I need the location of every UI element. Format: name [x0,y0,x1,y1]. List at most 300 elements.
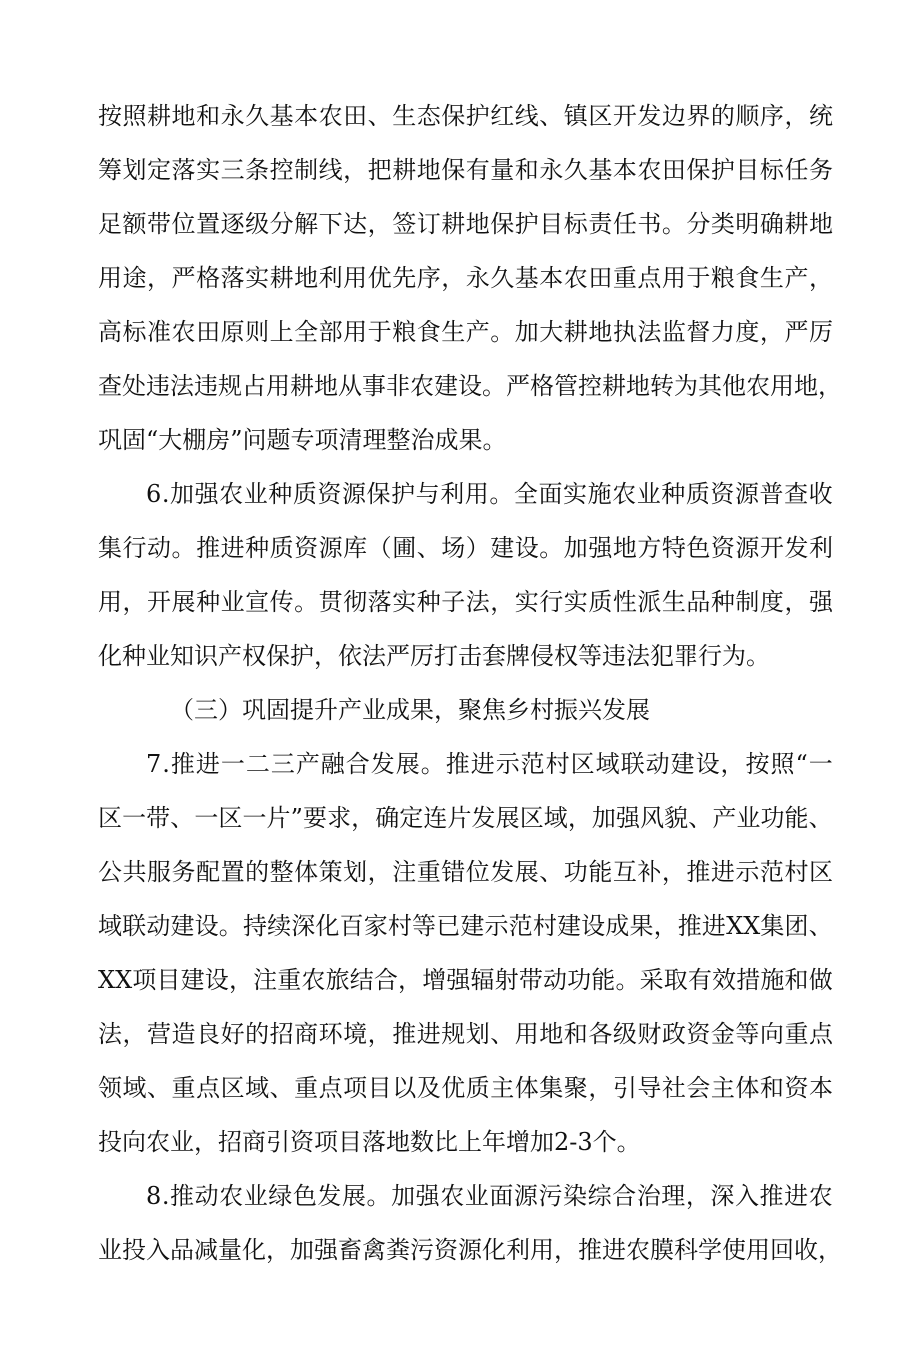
char-glyph: 设 [514,534,539,562]
char-glyph: 建 [170,912,195,940]
char-glyph: 商 [294,1020,319,1048]
char-glyph: 点 [318,1074,343,1102]
char-glyph: 下 [318,210,343,238]
char-glyph: 食 [416,318,441,346]
char-glyph: 农 [171,318,196,346]
char-glyph: 源 [458,1236,482,1264]
char-glyph: 。 [420,750,445,778]
char-glyph: 点 [808,1020,833,1048]
char-glyph: 取 [663,966,688,994]
char-glyph: 特 [661,534,686,562]
char-glyph: 造 [171,1020,196,1048]
char-glyph: 会 [686,1074,711,1102]
char-glyph: 开 [147,588,172,616]
char-glyph: 能 [784,804,809,832]
char-glyph: ， [808,264,833,292]
char-glyph: 推 [686,858,711,886]
char-glyph: 金 [710,1020,735,1048]
char-glyph: 。 [482,372,506,400]
char-glyph: 原 [220,318,245,346]
text-line [98,960,833,1014]
char-glyph: 大 [539,318,564,346]
char-glyph: 二 [245,750,270,778]
char-glyph: 、 [147,1074,172,1102]
char-glyph: 结 [349,966,374,994]
char-glyph: 格 [196,264,221,292]
char-glyph: 基 [269,102,294,130]
char-glyph: 团 [784,912,809,940]
char-glyph: 业 [220,588,245,616]
char-glyph: 久 [563,156,588,184]
char-glyph: 耕 [392,156,417,184]
char-glyph: 绿 [268,1182,293,1210]
char-glyph: 用 [343,318,368,346]
char-glyph: 8 [146,1182,162,1210]
char-glyph: 设 [458,372,482,400]
char-glyph: 保 [490,210,515,238]
char-glyph: ， [588,1074,613,1102]
char-glyph: 动 [146,912,171,940]
char-glyph: 推 [170,750,195,778]
char-glyph: 的 [710,102,735,130]
char-glyph: 减 [194,1236,218,1264]
char-glyph: ， [266,1236,290,1264]
char-glyph: 发 [490,858,515,886]
char-glyph: 域 [543,804,568,832]
char-glyph: 置 [196,210,221,238]
char-glyph: 订 [416,210,441,238]
char-glyph: 农 [318,102,343,130]
char-glyph: 统 [808,102,833,130]
char-glyph: 强 [616,804,640,832]
char-glyph: 传 [269,588,294,616]
char-glyph: 加 [391,1182,416,1210]
text-line: 巩固“大棚房”问题专项清理整治成果。 [98,426,507,454]
char-glyph: 执 [612,318,637,346]
char-glyph: 分 [686,210,711,238]
char-glyph: ， [228,966,253,994]
char-glyph: 及 [416,1074,441,1102]
char-glyph: 和 [759,1074,784,1102]
char-glyph: 用 [98,264,122,292]
char-glyph: 级 [245,210,270,238]
char-glyph: ， [367,858,392,886]
char-glyph: 耕 [441,210,466,238]
char-glyph: 照 [122,102,147,130]
char-glyph: 品 [170,1236,194,1264]
text-line [98,852,833,906]
char-glyph: ， [398,966,423,994]
char-glyph: 注 [253,966,278,994]
char-glyph: 度 [735,318,760,346]
char-glyph: 资 [710,534,735,562]
text-line: 投向农业，招商引资项目落地数比上年增加2-3个。 [98,1128,641,1156]
char-glyph: 风 [640,804,665,832]
char-glyph: 、 [808,912,833,940]
char-glyph: 重 [277,966,302,994]
char-glyph: ， [784,102,809,130]
char-glyph: 界 [686,102,711,130]
char-glyph: 为 [674,372,698,400]
char-glyph: 有 [687,966,712,994]
char-glyph: 序 [759,102,784,130]
char-glyph: 资 [710,480,735,508]
char-glyph: 农 [410,372,434,400]
char-glyph: 主 [710,1074,735,1102]
char-glyph: 进 [710,858,735,886]
char-glyph: 化 [482,1236,506,1264]
char-glyph: 度 [759,588,784,616]
char-glyph: 进 [416,1020,441,1048]
char-glyph: 实 [245,264,270,292]
char-glyph: 保 [686,156,711,184]
char-glyph: 久 [490,264,515,292]
char-glyph: 进 [784,1182,809,1210]
char-glyph: 田 [661,156,686,184]
char-glyph: 目 [367,1074,392,1102]
char-glyph: 严 [784,318,809,346]
char-glyph: 。 [661,210,686,238]
char-glyph: 和 [196,102,221,130]
char-glyph: 量 [490,156,515,184]
char-glyph: 业 [243,480,268,508]
char-glyph: 、 [170,804,195,832]
char-glyph: 派 [637,588,662,616]
char-glyph: 法 [98,1020,122,1048]
char-glyph: 禽 [362,1236,386,1264]
char-glyph: 用 [530,1236,554,1264]
char-glyph: 护 [391,480,416,508]
char-glyph: 发 [317,1182,342,1210]
char-glyph: 地 [808,210,833,238]
char-glyph: 集 [760,912,785,940]
char-glyph: ， [784,588,809,616]
char-glyph: 利 [506,1236,530,1264]
char-glyph: 范 [759,858,784,886]
char-glyph: 实 [514,588,539,616]
char-glyph: 确 [759,210,784,238]
char-glyph: 集 [539,1074,564,1102]
char-glyph: ， [147,264,172,292]
char-glyph: 地 [612,534,637,562]
char-glyph: . [161,1182,170,1210]
char-glyph: 边 [661,102,686,130]
char-glyph: 控 [269,156,294,184]
char-glyph: 染 [563,1182,588,1210]
char-glyph: 百 [339,912,364,940]
char-glyph: 标 [122,318,147,346]
char-glyph: 地 [171,102,196,130]
char-glyph: 、 [490,1020,515,1048]
char-glyph: 污 [538,1182,563,1210]
char-glyph: 优 [367,264,392,292]
char-glyph: 区 [218,804,243,832]
char-glyph: 行 [122,534,147,562]
char-glyph: 以 [392,1074,417,1102]
char-glyph: （ [367,534,392,562]
char-glyph: 转 [650,372,674,400]
char-glyph: 集 [98,534,122,562]
char-glyph: 。 [490,318,515,346]
char-glyph: 利 [440,480,465,508]
char-glyph: 粮 [392,318,417,346]
char-glyph: 额 [122,210,147,238]
char-glyph: 展 [171,588,196,616]
char-glyph: 强 [446,966,471,994]
char-glyph: 合 [345,750,370,778]
char-glyph: 果 [629,912,654,940]
char-glyph: 科 [674,1236,698,1264]
char-glyph: 推 [196,534,221,562]
char-glyph: 置 [220,858,245,886]
char-glyph: 于 [367,318,392,346]
char-glyph: 村 [784,858,809,886]
char-glyph: 农 [637,156,662,184]
char-glyph: 确 [375,804,400,832]
char-glyph: 片 [266,804,291,832]
char-glyph: 家 [363,912,388,940]
char-glyph: 收 [808,480,833,508]
char-glyph: 发 [637,102,662,130]
char-glyph: 、 [539,102,564,130]
char-glyph: 资 [784,1074,809,1102]
char-glyph: 库 [343,534,368,562]
char-glyph: 子 [441,588,466,616]
char-glyph: 划 [122,156,147,184]
char-glyph: 耕 [563,318,588,346]
char-glyph: 质 [292,480,317,508]
char-glyph: 护 [710,156,735,184]
char-glyph: 政 [661,1020,686,1048]
char-glyph: 严 [171,264,196,292]
char-glyph: 财 [637,1020,662,1048]
text-line [98,96,833,150]
char-glyph: 用 [464,480,489,508]
char-glyph: 带 [146,804,171,832]
char-glyph: 从 [338,372,362,400]
char-glyph: 示 [495,750,520,778]
char-glyph: 体 [294,858,319,886]
char-glyph: 展 [514,858,539,886]
char-glyph: 量 [218,1236,242,1264]
char-glyph: 耕 [602,372,626,400]
char-glyph: 整 [269,858,294,886]
text-line [98,258,833,312]
char-glyph: 策 [318,858,343,886]
char-glyph: “ [795,750,808,778]
char-glyph: ， [122,1020,147,1048]
char-glyph: 筹 [98,156,122,184]
char-glyph: 全 [513,480,538,508]
char-glyph: 田 [196,318,221,346]
char-glyph: ， [661,858,686,886]
char-glyph: 用 [514,1020,539,1048]
char-glyph: 法 [465,588,490,616]
char-glyph: 查 [98,372,122,400]
char-glyph: 化 [315,912,340,940]
char-glyph: 进 [220,534,245,562]
char-glyph: 目 [735,156,760,184]
char-glyph: ， [367,210,392,238]
char-glyph: 入 [146,1236,170,1264]
char-glyph: 点 [637,264,662,292]
char-glyph: 准 [147,318,172,346]
char-glyph: 畜 [338,1236,362,1264]
char-glyph: 耕 [147,102,172,130]
char-glyph: 实 [563,480,588,508]
char-glyph: 一 [220,750,245,778]
char-glyph: 条 [245,156,270,184]
char-glyph: 规 [441,1020,466,1048]
char-glyph: 线 [318,156,343,184]
char-glyph: 联 [122,912,147,940]
char-glyph: 田 [343,102,368,130]
char-glyph: 种 [416,588,441,616]
char-glyph: 合 [612,1182,637,1210]
char-glyph: 范 [508,912,533,940]
char-glyph: 业 [736,804,761,832]
char-glyph: 营 [147,1020,172,1048]
char-glyph: 体 [514,1074,539,1102]
char-glyph: 社 [661,1074,686,1102]
char-glyph: 、 [269,1074,294,1102]
char-glyph: 加 [290,1236,314,1264]
char-glyph: 能 [588,858,613,886]
char-glyph: 求 [327,804,352,832]
char-glyph: 法 [170,372,194,400]
char-glyph: 深 [710,1182,735,1210]
char-glyph: 管 [554,372,578,400]
char-glyph: ， [567,804,592,832]
char-glyph: 落 [220,264,245,292]
char-glyph: 业 [98,1236,122,1264]
char-glyph: 红 [490,102,515,130]
char-glyph: 部 [318,318,343,346]
char-glyph: 方 [637,534,662,562]
char-glyph: 种 [710,588,735,616]
char-glyph: 种 [196,588,221,616]
char-glyph: 有 [465,156,490,184]
char-glyph: 项 [132,966,157,994]
char-glyph: 源 [734,480,759,508]
char-glyph: 产 [712,804,737,832]
char-glyph: 标 [563,210,588,238]
char-glyph: 辐 [470,966,495,994]
char-glyph: 一 [808,750,833,778]
char-glyph: 保 [441,156,466,184]
char-glyph: 书 [637,210,662,238]
char-glyph: 措 [736,966,761,994]
char-glyph: 范 [520,750,545,778]
char-glyph: 已 [436,912,461,940]
paragraph-start-line [98,474,833,528]
char-glyph: 公 [98,858,122,886]
char-glyph: 圃 [392,534,417,562]
char-glyph: 态 [416,102,441,130]
text-line [98,204,833,258]
char-glyph: 功 [563,858,588,886]
char-glyph: 其 [698,372,722,400]
char-glyph: 源 [341,480,366,508]
char-glyph: 体 [735,1074,760,1102]
char-glyph: 融 [320,750,345,778]
text-line [98,906,833,960]
char-glyph: 入 [734,1182,759,1210]
char-glyph: 连 [423,804,448,832]
char-glyph: ， [720,750,745,778]
char-glyph: 永 [220,102,245,130]
char-glyph: 地 [416,156,441,184]
char-glyph: 普 [759,480,784,508]
char-glyph: 违 [146,372,170,400]
char-glyph: 增 [422,966,447,994]
char-glyph: 。 [539,534,564,562]
char-glyph: 实 [196,156,221,184]
char-glyph: 产 [465,318,490,346]
char-glyph: 、 [367,102,392,130]
char-glyph: 严 [506,372,530,400]
char-glyph: 综 [587,1182,612,1210]
char-glyph: 按 [745,750,770,778]
char-glyph: 生 [392,102,417,130]
char-glyph: ， [554,1236,578,1264]
char-glyph: ， [653,912,678,940]
char-glyph: 制 [294,156,319,184]
text-line [98,528,833,582]
char-glyph: 村 [387,912,412,940]
char-glyph: 进 [701,912,726,940]
char-glyph: 种 [268,480,293,508]
char-glyph: 进 [195,750,220,778]
char-glyph: 与 [415,480,440,508]
char-glyph: 源 [318,534,343,562]
char-glyph: 动 [147,534,172,562]
char-glyph: 农 [746,372,770,400]
char-glyph: 聚 [563,1074,588,1102]
char-glyph: 招 [269,1020,294,1048]
char-glyph: 实 [392,588,417,616]
char-glyph: 用 [746,1236,770,1264]
char-glyph: 建 [490,534,515,562]
char-glyph: 污 [410,1236,434,1264]
char-glyph: 事 [362,372,386,400]
char-glyph: 和 [563,1020,588,1048]
char-glyph: 位 [465,858,490,886]
char-glyph: 顺 [735,102,760,130]
char-glyph: 业 [464,1182,489,1210]
char-glyph: 农 [612,480,637,508]
char-glyph: 一 [194,804,219,832]
char-glyph: 的 [245,858,270,886]
char-glyph: 农 [219,1182,244,1210]
char-glyph: 利 [808,534,833,562]
char-glyph: 场 [441,534,466,562]
char-glyph: 注 [392,858,417,886]
char-glyph: 签 [392,210,417,238]
char-glyph: 按 [98,102,122,130]
char-glyph: 学 [698,1236,722,1264]
char-glyph: 回 [770,1236,794,1264]
text-line [98,312,833,366]
char-glyph: ” [290,804,303,832]
text-line [98,582,833,636]
char-glyph: 。 [171,534,196,562]
char-glyph: 等 [735,1020,760,1048]
char-glyph: 动 [542,966,567,994]
char-glyph: 行 [539,588,564,616]
char-glyph: 区 [808,858,833,886]
char-glyph: 和 [784,966,809,994]
